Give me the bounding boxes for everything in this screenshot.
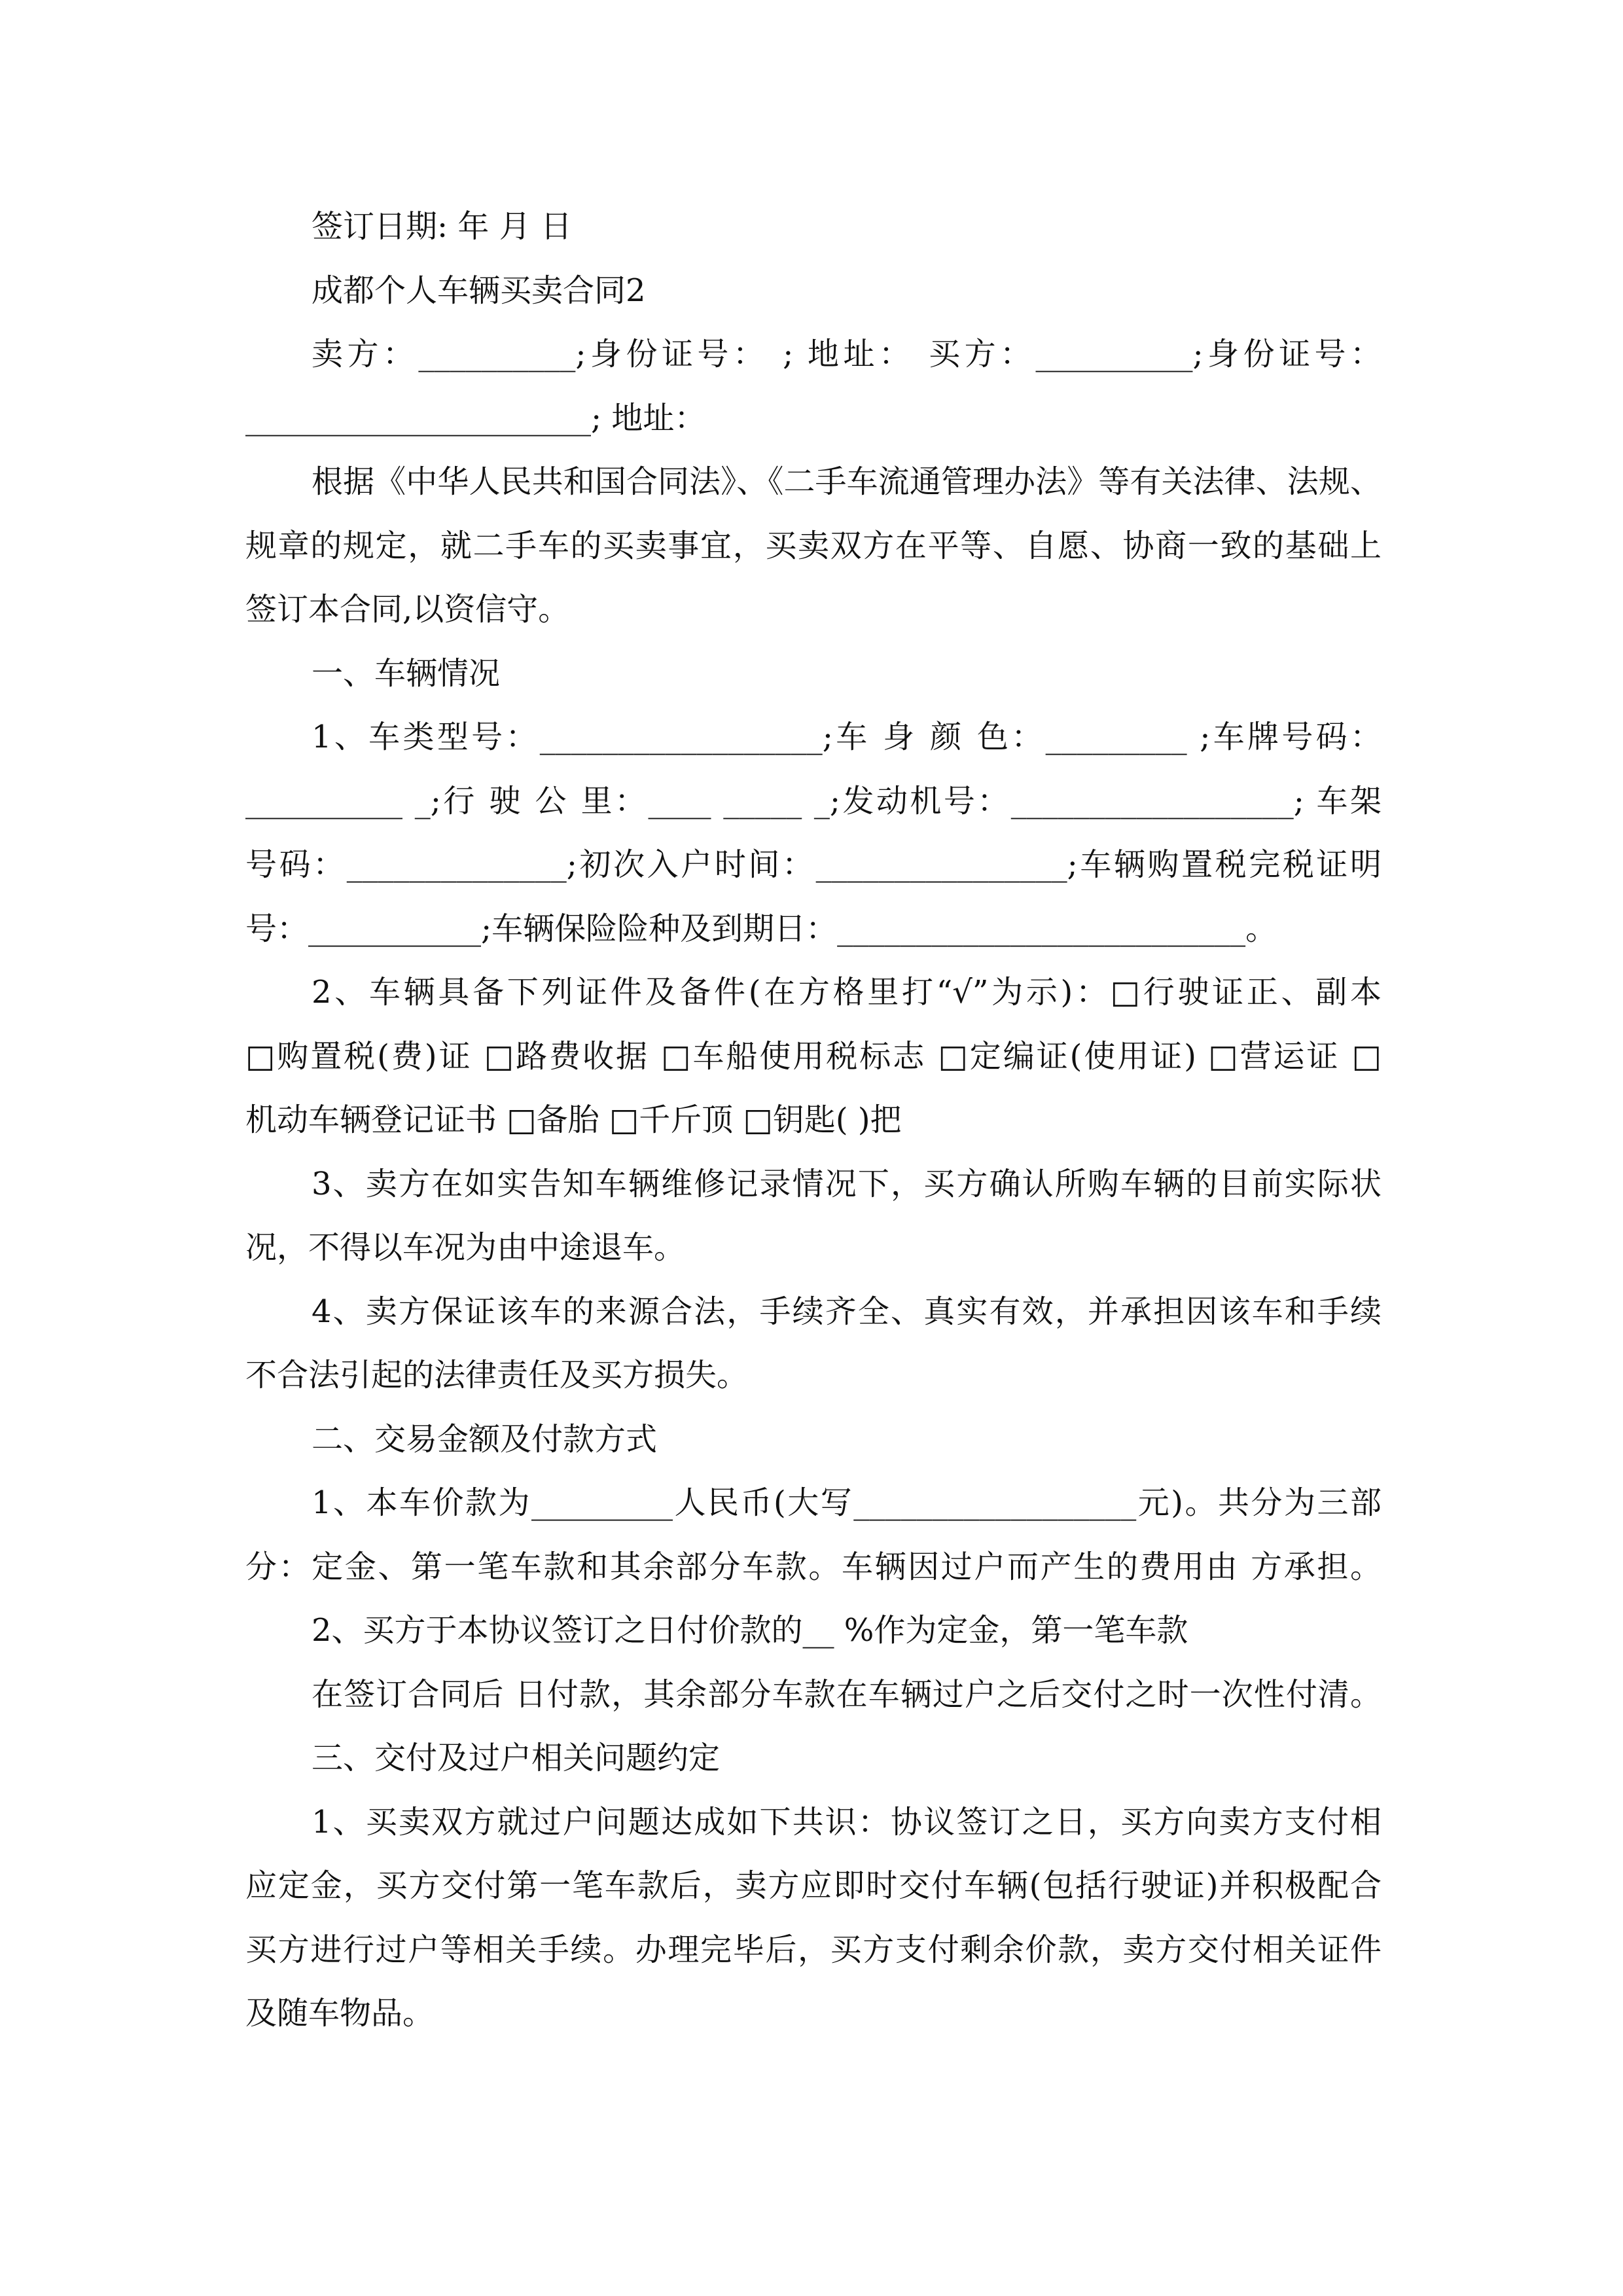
section-heading: 二、交易金额及付款方式	[312, 1420, 658, 1458]
clause-line: 号码：______________;初次入户时间：________________;车辆购置税完税证明	[245, 846, 1382, 883]
clause-line: 1、本车价款为_________人民币(大写__________________元)。共分为三部	[312, 1484, 1382, 1521]
checkbox-line: □购置税(费)证 □路费收据 □车船使用税标志 □定编证(使用证) □营运证 □	[245, 1037, 1382, 1075]
clause-line: 1、买卖双方就过户问题达成如下共识：协议签订之日，买方向卖方支付相	[312, 1803, 1382, 1840]
contract-title: 成都个人车辆买卖合同2	[312, 272, 646, 309]
clause-line: 分：定金、第一笔车款和其余部分车款。车辆因过户而产生的费用由 方承担。	[245, 1548, 1382, 1585]
clause-line: 应定金，买方交付第一笔车款后，卖方应即时交付车辆(包括行驶证)并积极配合	[245, 1867, 1382, 1904]
preamble-line: 根据《中华人民共和国合同法》、《二手车流通管理办法》等有关法律、法规、	[312, 463, 1382, 500]
preamble-line: 规章的规定，就二手车的买卖事宜，买卖双方在平等、自愿、协商一致的基础上	[245, 527, 1382, 564]
clause-line: 不合法引起的法律责任及买方损失。	[245, 1357, 749, 1393]
clause-line: 1、车类型号：__________________;车 身 颜 色：_________ ;车牌号码：	[312, 719, 1382, 755]
clause-line: 3、卖方在如实告知车辆维修记录情况下，买方确认所购车辆的目前实际状	[312, 1165, 1382, 1202]
section-heading: 一、车辆情况	[312, 655, 501, 692]
checkbox-line: 机动车辆登记证书 □备胎 □千斤顶 □钥匙( )把	[245, 1102, 902, 1138]
preamble-line: 签订本合同,以资信守。	[245, 591, 570, 628]
clause-line: 2、买方于本协议签订之日付价款的__ %作为定金，第一笔车款	[312, 1612, 1188, 1649]
parties-line: 卖方：__________;身份证号： ; 地址： 买方：__________;身份证号：	[312, 336, 1382, 372]
clause-line: 在签订合同后 日付款，其余部分车款在车辆过户之后交付之时一次性付清。	[312, 1676, 1382, 1713]
clause-line: 4、卖方保证该车的来源合法，手续齐全、真实有效，并承担因该车和手续	[312, 1293, 1382, 1330]
clause-line: 2、车辆具备下列证件及备件(在方格里打“√”为示)：□行驶证正、副本	[312, 974, 1382, 1011]
clause-line: __________ _;行 驶 公 里：____ _____ _;发动机号：__________________; 车架	[245, 782, 1382, 819]
clause-line: 及随车物品。	[245, 1995, 435, 2032]
clause-line: 买方进行过户等相关手续。办理完毕后，买方支付剩余价款，卖方交付相关证件	[245, 1931, 1382, 1968]
parties-line: ______________________; 地址：	[245, 399, 706, 437]
signing-date: 签订日期: 年 月 日	[312, 208, 572, 245]
clause-line: 号：___________;车辆保险险种及到期日：__________________________。	[245, 910, 1277, 947]
section-heading: 三、交付及过户相关问题约定	[312, 1740, 721, 1776]
clause-line: 况，不得以车况为由中途退车。	[245, 1229, 686, 1266]
